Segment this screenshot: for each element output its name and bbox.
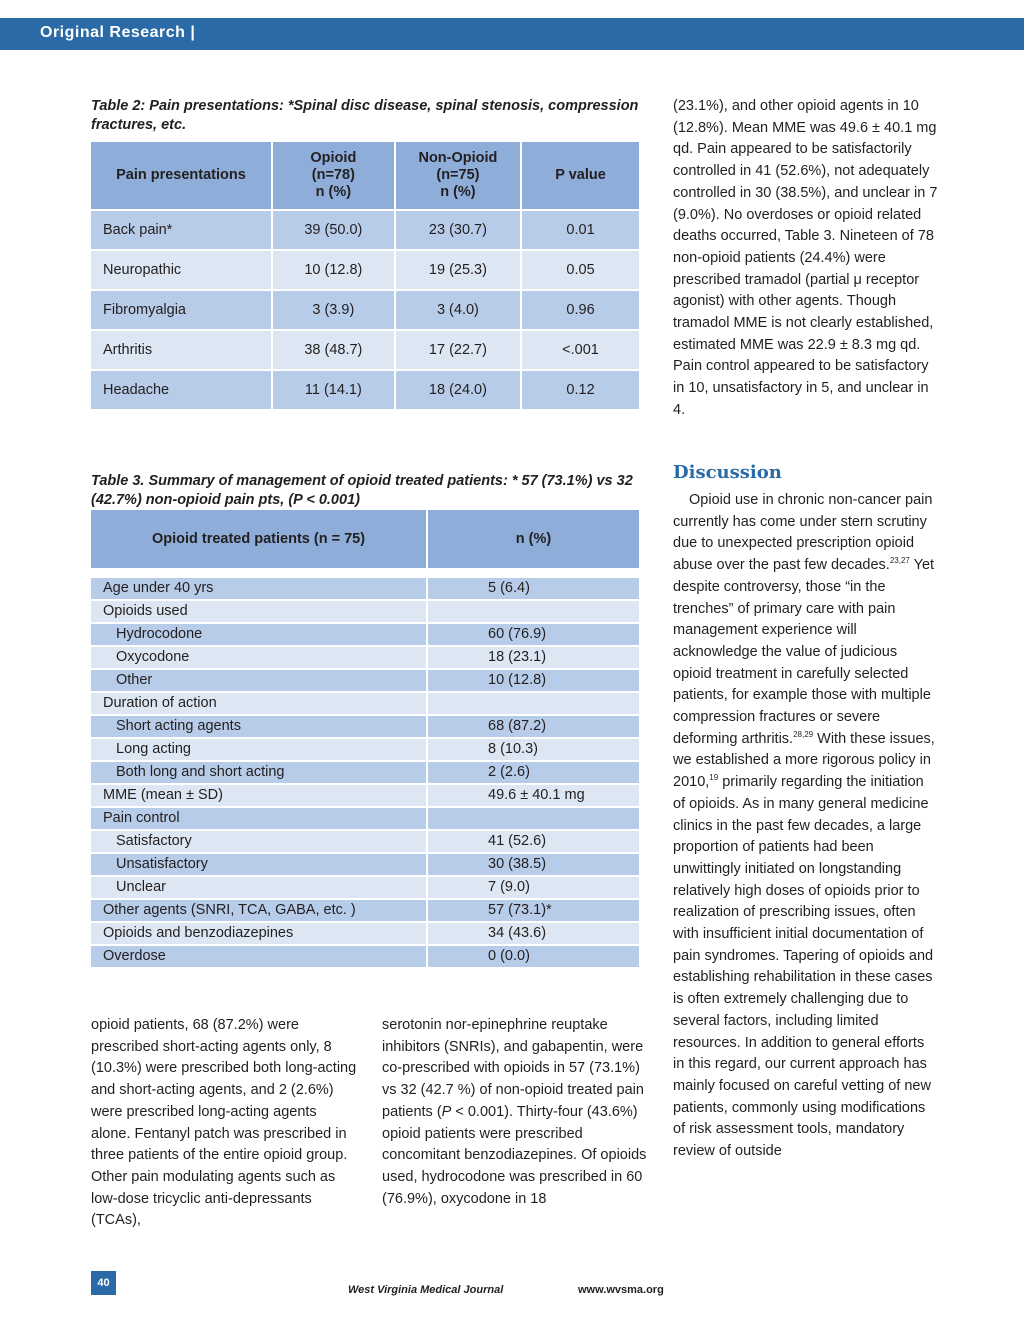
table2-header-row [91,142,640,210]
table2-caption: Table 2: Pain presentations: *Spinal disc disease, spinal stenosis, compression fractures, etc. [91,98,639,133]
table-cell-value [427,600,640,623]
citation: 28,29 [793,729,814,739]
table-row [91,290,640,330]
table-cell: Neuropathic [91,250,272,290]
table-cell-value: 60 (76.9) [427,623,640,646]
table-row [91,646,640,669]
table-row [91,623,640,646]
table-row [91,807,640,830]
table-cell-label: Oxycodone [91,646,427,669]
table-row [91,784,640,807]
table-cell-label: Age under 40 yrs [91,578,427,600]
citation: 19 [709,773,719,783]
table-cell-label: Hydrocodone [91,623,427,646]
discussion-text [673,490,939,1163]
table-row [91,330,640,370]
table-cell: 3 (3.9) [272,290,395,330]
page-number: 40 [91,1271,116,1295]
citation: 23,27 [889,556,910,566]
table-cell: 39 (50.0) [272,210,395,250]
table-cell-label: Other [91,669,427,692]
table-cell: 0.05 [521,250,640,290]
table3-header-row [91,510,640,569]
paragraph: Opioid use in chronic non-cancer pain currently has come under stern scrutiny due to unexpected prescription opioid abuse over the past few decades.$^{23,27}$ Yet despite controversy, those “in the trenches” of primary care with pain management experience will acknowledge the value of judicious opioid treatment in carefully selected patients, for example those with multiple compression fractures or severe deforming arthritis.$^{28,29}$ With these issues, we established a more rigorous policy in 2010,19 primarily regarding the initiation of opioids. As in many general medicine clinics in the past few decades, a large proportion of patients had been unwittingly initiated on longstanding relatively high doses of opioids prior to realization of prescribing issues, often with insufficient initial documentation of pain syndromes. Tapering of opioids and establishing rehabilitation in these cases is often extremely challenging due to several factors, including limited resources. In addition to general efforts in this regard, our current approach has mainly focused on careful vetting of new patients, commonly using modifications of risk assessment tools, mandatory review of outside [673,492,935,1160]
table-cell-value: 57 (73.1)* [427,899,640,922]
table-cell: 18 (24.0) [395,370,521,410]
table-cell-value: 34 (43.6) [427,922,640,945]
table-cell-value: 41 (52.6) [427,830,640,853]
table-cell: Headache [91,370,272,410]
table-row [91,922,640,945]
section-label: Original Research | [40,24,196,41]
paragraph: opioid patients, 68 (87.2%) were prescribed short-acting agents only, 8 (10.3%) were prescribed both long-acting and short-acting agents, and 2 (2.6%) were prescribed long-acting agents alone. Fentanyl patch was prescribed in three patients of the entire opioid group. Other pain modulating agents such as low-dose tricyclic anti-depressants (TCAs), [91,1017,357,1229]
paragraph: serotonin nor-epinephrine reuptake inhibitors (SNRIs), and gabapentin, were co-prescribed with opioids in 57 (73.1%) vs 32 (42.7 %) of non-opioid treated pain patients (P < 0.001). Thirty-four (43.6%) opioid patients were prescribed concomitant benzodiazepines. Of opioids used, hydrocodone was prescribed in 60 (76.9%), oxycodone in 18 [382,1017,647,1207]
body-column-3 [673,96,939,422]
paragraph: (23.1%), and other opioid agents in 10 (12.8%). Mean MME was 49.6 ± 40.1 mg qd. Pain appeared to be satisfactorily controlled in 41 (52.6%), not adequately controlled in 30 (38.5%), and unclear in 7 (9.0%). No overdoses or opioid related deaths occurred, Table 3. Nineteen of 78 non-opioid patients (24.4%) were prescribed tramadol (partial μ receptor agonist) with other agents. Though tramadol MME is not clearly established, estimated MME was 22.9 ± 8.3 mg qd. Pain control appeared to be satisfactory in 10, unsatisfactory in 5, and unclear in 4. [673,98,938,418]
table-cell: Arthritis [91,330,272,370]
table3-header-cell: n (%) [427,510,640,569]
p-symbol: P [441,1103,452,1120]
table-row [91,600,640,623]
table-cell-label: Short acting agents [91,715,427,738]
table-cell-value: 0 (0.0) [427,945,640,968]
table-cell: Fibromyalgia [91,290,272,330]
table-cell-label: Unclear [91,876,427,899]
table-row [91,669,640,692]
table-row [91,578,640,600]
table-cell-value: 8 (10.3) [427,738,640,761]
table3-header-cell: Opioid treated patients (n = 75) [91,510,427,569]
table-row [91,210,640,250]
table-row [91,830,640,853]
table-cell-value: 30 (38.5) [427,853,640,876]
table3 [91,510,641,969]
header-bar [0,18,1024,50]
table2-header-cell: Pain presentations [91,142,272,210]
body-column-1 [91,1015,357,1232]
table-cell-label: Unsatisfactory [91,853,427,876]
table-cell-label: Overdose [91,945,427,968]
table-cell-label: Long acting [91,738,427,761]
table-row [91,761,640,784]
table-cell-label: Pain control [91,807,427,830]
table-cell: 23 (30.7) [395,210,521,250]
table-row [91,250,640,290]
table-cell-label: Satisfactory [91,830,427,853]
body-column-2 [382,1015,648,1210]
table-cell: 0.01 [521,210,640,250]
table-cell: <.001 [521,330,640,370]
table-cell: 10 (12.8) [272,250,395,290]
table-cell-value: 18 (23.1) [427,646,640,669]
table2-header-cell: Opioid (n=78) n (%) [272,142,395,210]
table-cell-value: 68 (87.2) [427,715,640,738]
table-cell-value: 5 (6.4) [427,578,640,600]
table-cell: 11 (14.1) [272,370,395,410]
table-row [91,899,640,922]
footer-url: www.wvsma.org [578,1284,664,1296]
table2-header-cell: P value [521,142,640,210]
table-cell-label: Opioids and benzodiazepines [91,922,427,945]
table-row [91,945,640,968]
table-cell-label: Both long and short acting [91,761,427,784]
table2 [91,142,641,411]
table-row [91,715,640,738]
table-cell: 0.12 [521,370,640,410]
table-cell: 17 (22.7) [395,330,521,370]
table-row [91,692,640,715]
table-cell-value: 2 (2.6) [427,761,640,784]
table-cell: 38 (48.7) [272,330,395,370]
table-row [91,876,640,899]
section-heading-discussion: Discussion [673,462,782,483]
footer-journal: West Virginia Medical Journal [348,1284,504,1296]
table-row [91,370,640,410]
table-cell-value: 7 (9.0) [427,876,640,899]
table3-caption: Table 3. Summary of management of opioid treated patients: * 57 (73.1%) vs 32 (42.7%) non-opioid pain pts, (P < 0.001) [91,473,633,508]
table-row [91,738,640,761]
table-cell: 3 (4.0) [395,290,521,330]
table-cell-value [427,807,640,830]
table-cell-value: 49.6 ± 40.1 mg [427,784,640,807]
table-cell-value [427,692,640,715]
table-cell: Back pain* [91,210,272,250]
table-cell: 19 (25.3) [395,250,521,290]
table-cell-label: MME (mean ± SD) [91,784,427,807]
table-row [91,853,640,876]
table-cell-label: Opioids used [91,600,427,623]
table-cell: 0.96 [521,290,640,330]
table-cell-label: Other agents (SNRI, TCA, GABA, etc. ) [91,899,427,922]
table-cell-label: Duration of action [91,692,427,715]
table2-header-cell: Non-Opioid (n=75) n (%) [395,142,521,210]
table-cell-value: 10 (12.8) [427,669,640,692]
